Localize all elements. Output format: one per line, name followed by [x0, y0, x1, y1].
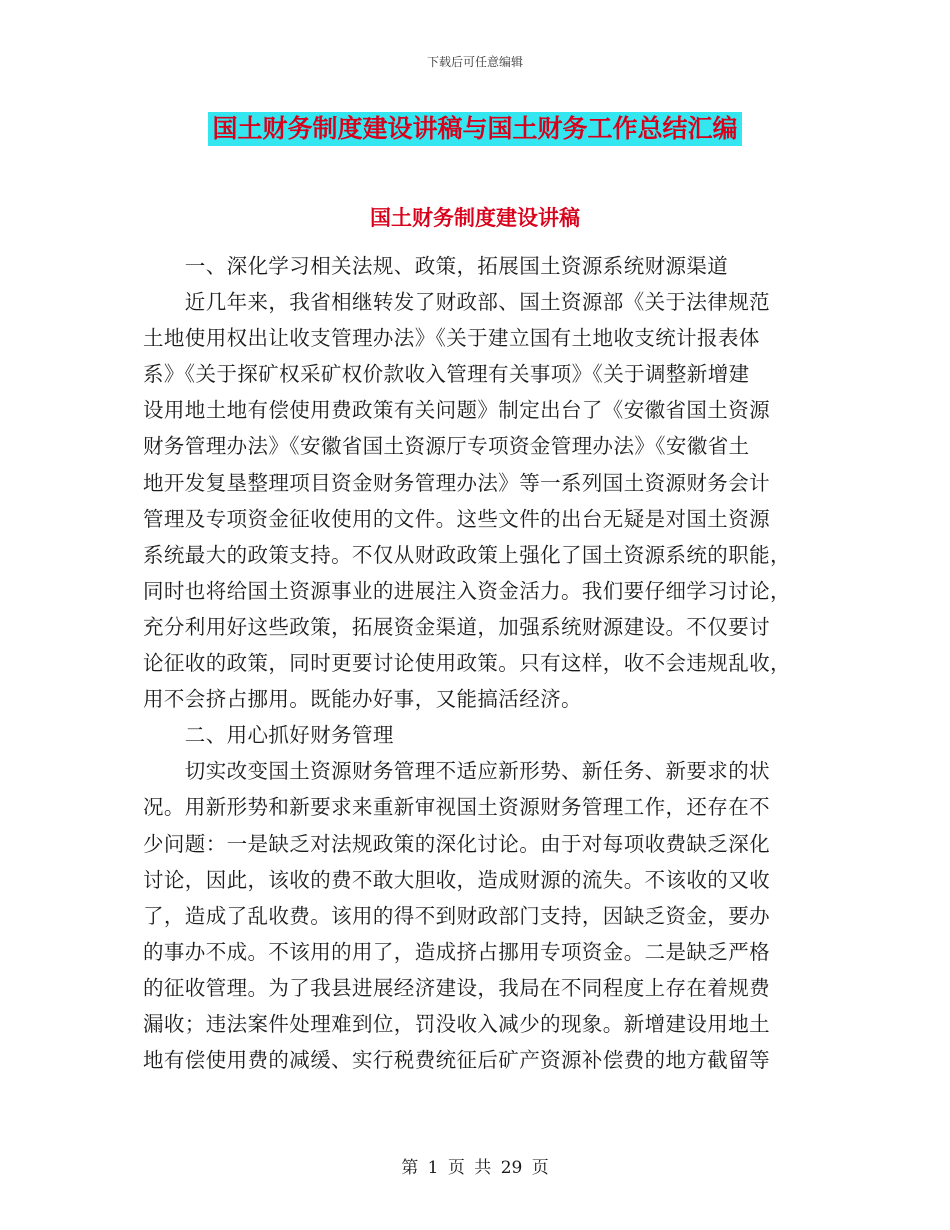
- section-title: 国土财务制度建设讲稿: [370, 206, 580, 230]
- text-line: 一、深化学习相关法规、政策，拓展国土资源系统财源渠道: [143, 254, 729, 278]
- document-title-wrap: [0, 112, 950, 146]
- document-title: 国土财务制度建设讲稿与国土财务工作总结汇编: [208, 112, 741, 146]
- text-line: 况。用新形势和新要求来重新审视国土资源财务管理工作，还存在不: [143, 795, 770, 820]
- text-line: 地开发复垦整理项目资金财务管理办法》等一系列国土资源财务会计: [143, 470, 770, 495]
- text-line: 讨论，因此，该收的费不敢大胆收，造成财源的流失。不该收的又收: [143, 867, 770, 892]
- text-line: 充分利用好这些政策，拓展资金渠道，加强系统财源建设。不仅要讨: [143, 614, 770, 639]
- text-line: 财务管理办法》《安徽省国土资源厅专项资金管理办法》《安徽省土: [143, 434, 750, 459]
- text-line: 系统最大的政策支持。不仅从财政政策上强化了国土资源系统的职能，: [143, 542, 791, 567]
- text-line: 漏收；违法案件处理难到位，罚没收入减少的现象。新增建设用地土: [143, 1011, 770, 1036]
- text-line: 同时也将给国土资源事业的进展注入资金活力。我们要仔细学习讨论，: [143, 578, 791, 603]
- text-line: 地有偿使用费的减缓、实行税费统征后矿产资源补偿费的地方截留等: [143, 1048, 770, 1073]
- text-line: 土地使用权出让收支管理办法》《关于建立国有土地收支统计报表体: [143, 326, 760, 351]
- text-line: 系》《关于探矿权采矿权价款收入管理有关事项》《关于调整新增建: [143, 362, 750, 387]
- text-line: 论征收的政策，同时更要讨论使用政策。只有这样，收不会违规乱收，: [143, 651, 791, 676]
- page-footer: 第 1 页 共 29 页: [401, 1158, 549, 1178]
- text-line: 的征收管理。为了我县进展经济建设，我局在不同程度上存在着规费: [143, 975, 770, 1000]
- text-line: 的事办不成。不该用的用了，造成挤占挪用专项资金。二是缺乏严格: [143, 939, 770, 964]
- text-line: 切实改变国土资源财务管理不适应新形势、新任务、新要求的状: [143, 759, 770, 784]
- document-body: [143, 248, 803, 1078]
- text-line: 了，造成了乱收费。该用的得不到财政部门支持，因缺乏资金，要办: [143, 903, 770, 928]
- text-line: 管理及专项资金征收使用的文件。这些文件的出台无疑是对国土资源: [143, 506, 770, 531]
- text-line: 近几年来，我省相继转发了财政部、国土资源部《关于法律规范: [143, 290, 770, 315]
- header-note: 下载后可任意编辑: [426, 55, 523, 69]
- text-line: 二、用心抓好财务管理: [143, 723, 394, 748]
- text-line: 用不会挤占挪用。既能办好事，又能搞活经济。: [143, 687, 582, 712]
- text-line: 设用地土地有偿使用费政策有关问题》制定出台了《安徽省国土资源: [143, 398, 770, 423]
- text-line: 少问题：一是缺乏对法规政策的深化讨论。由于对每项收费缺乏深化: [143, 831, 770, 856]
